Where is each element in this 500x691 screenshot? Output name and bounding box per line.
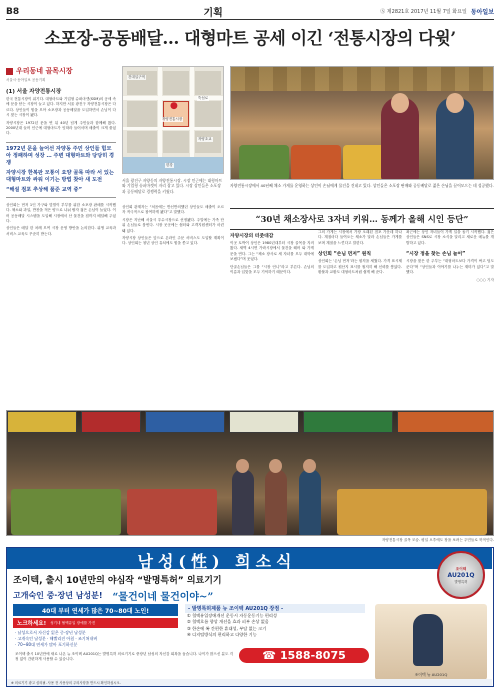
ad-footnote: ※ 의료기기 광고 심의필. 사용 전 사용상의 주의사항을 반드시 확인하십시오. bbox=[7, 679, 492, 686]
ad-badge-brand: 조이텍 bbox=[455, 566, 467, 571]
ad-knock-small: 성기내 혈액유입 장애를 가진 bbox=[50, 620, 96, 625]
series-tag-label: 우리동네 골목시장 bbox=[16, 67, 73, 75]
ad-target-box: 40대 부터 연세가 많은 70~80대 노인! bbox=[13, 604, 178, 616]
ad-features bbox=[185, 604, 365, 639]
list-item: ② 혈액흐름 향상 개선을 효과 피부 손상 없음 bbox=[187, 619, 269, 625]
pull-quote-line: 1972년 문을 늘어선 자양동 주민 상인들 힘모아 정패하며 성장 … 주변 대형마트와 당당히 경쟁 bbox=[6, 145, 115, 166]
pull-quote-line: 자양시장 한복판 모퉁이 요양 골목 따라 서 있는 대형마트와 싸워 이기는 방법 찾아 새 도전 bbox=[6, 169, 114, 183]
ad-subhead-a: 고개숙인 중·장년 남성분! bbox=[13, 591, 103, 600]
paragraph: 이곳 토박이 상인은 1980년대부터 시장 골목을 지켜 왔다. 새벽 4시면 가락시장에서 물건을 떼어 와 가게 문을 연다. 그는 “채소 장사로 세 자녀를 모두 대학에 보냈다”며 웃었다. bbox=[230, 241, 314, 262]
list-item: ④ 디지털방식의 편리하고 다양한 기능 bbox=[187, 632, 257, 638]
vendor-photo bbox=[230, 66, 494, 180]
paragraph: 시장을 찾은 한 주부는 “대형마트보다 가격이 싸고 덤도 준다”며 “상인들과 이야기를 나누는 재미가 있다”고 말했다. bbox=[406, 259, 494, 275]
paragraph: 단골손님들은 그를 “시장 언니”라고 부른다. 손님의 이름과 입맛을 모두 기억하기 때문이다. bbox=[230, 264, 314, 275]
market-location-map bbox=[122, 66, 224, 174]
article-column-1 bbox=[230, 228, 314, 275]
byline: ○○○ 기자 bbox=[476, 278, 494, 283]
middle-column bbox=[122, 203, 224, 247]
paragraph: 상인들은 매달 한 차례 모여 시장 운영 방안을 논의한다. 위생 교육과 서비스 교육도 꾸준히 받는다. bbox=[6, 226, 116, 236]
paragraph: 자양시장 상인들은 앞으로 온라인 주문 서비스도 도입할 계획이다. 상인회는 청년 상인 유치에도 힘을 쏟고 있다. bbox=[122, 236, 224, 246]
ad-features-head: - 발명특허제품 뉴 조이텍 AU201Q 장점 - bbox=[185, 604, 365, 613]
section-name: 기획 bbox=[203, 8, 223, 19]
list-item: · 고개숙인 남성분 · 해빨리진 아침 · 조기쳐내버 bbox=[15, 636, 98, 641]
list-item: ③ 한손에 쏙 간편한 휴대성, 부담 없는 크기 bbox=[187, 625, 267, 631]
map-label-market: 자양전통시장 bbox=[162, 117, 183, 121]
ad-subhead bbox=[13, 588, 213, 603]
article-column-2 bbox=[318, 228, 402, 275]
map-pin-icon: ● bbox=[170, 101, 178, 111]
ad-body-text: 조이텍 출시 10년만에 새로 나온 뉴 조이텍 AU201Q는 발명특허 의료기기로 중장년 남성의 자신감 회복을 돕습니다. 나이가 많으신 분도 걱정 없이 간편하게 사용할 수 있습니다. bbox=[15, 652, 234, 662]
list-item: ① 혈액유입장애개선 운동시 자동운동기능 편리성 bbox=[187, 613, 277, 618]
issue-info: Ⓢ 제2821호 2017년 11월 7일 화요일 bbox=[380, 9, 467, 15]
left-column bbox=[6, 66, 116, 237]
market-street-photo bbox=[6, 410, 494, 536]
ad-headline: 조이텍, 출시 10년만의 야심작 “발명특허” 의료기기 bbox=[13, 576, 222, 586]
advertisement bbox=[6, 547, 494, 687]
ad-phone-number: 1588-8075 bbox=[279, 649, 346, 662]
paragraph: 상인회 관계자는 “처음에는 반신반의했던 상인들도 매출이 오르자 적극적으로 참여하게 됐다”고 말했다. bbox=[122, 205, 224, 215]
ad-product-image bbox=[375, 604, 487, 680]
ad-knock-label: 노크하세요! bbox=[17, 621, 47, 627]
paragraph: 시장은 지난해 서울시 우수시장으로 선정됐다. 주말에는 가족 단위 손님들로 붐빈다. 시장 곳곳에는 쉼터와 고객지원센터가 마련돼 있다. bbox=[122, 217, 224, 233]
subhead: 자양시장의 터줏대감 bbox=[230, 234, 274, 239]
series-tag-sub: 서울시·동아일보 공동기획 bbox=[6, 78, 46, 82]
ad-product-label: 조이텍 뉴 AU201Q bbox=[414, 672, 448, 677]
ad-badge-model: AU201Q bbox=[447, 571, 475, 579]
square-icon bbox=[6, 68, 13, 75]
ad-title: 남성(性) 희소식 bbox=[137, 552, 297, 571]
map-label-river: 한강 bbox=[166, 163, 173, 167]
pull-quote bbox=[6, 142, 116, 198]
article-section-title: (1) 서울 자양전통시장 bbox=[6, 89, 62, 95]
page-number: B8 bbox=[6, 6, 20, 17]
article-column-3 bbox=[406, 228, 494, 283]
photo-caption: 자양전통시장에서 40년째 채소 가게를 운영하는 상인이 손님에게 물건을 건네고 있다. 상인들은 소포장 판매와 공동배달로 젊은 손님을 끌어모으는 데 성공했다. bbox=[230, 183, 494, 188]
page-header bbox=[6, 4, 494, 20]
ad-phone[interactable] bbox=[239, 648, 369, 663]
ad-target-list bbox=[15, 630, 177, 648]
headline: 소포장-공동배달… 대형마트 공세 이긴 ‘전통시장의 다윗’ bbox=[44, 29, 456, 49]
ad-knock-box bbox=[13, 618, 178, 628]
ad-badge-label: 발명특허 bbox=[454, 579, 468, 584]
ad-subhead-b: “물건이네 물건이야~” bbox=[112, 592, 214, 603]
map-caption: 서울 광진구 자양동의 자양전통시장. 시장 인근에는 대형마트와 기업형 슈퍼마켓이 자리 잡고 있다. 시장 상인들은 소포장과 공동배달로 경쟁력을 키웠다. bbox=[122, 178, 223, 194]
photo-caption: 자양전통시장 골목 모습. 평일 오후에도 장을 보려는 주민들로 북적인다. bbox=[381, 538, 494, 542]
sub-headline: “30년 채소장사로 3자녀 키워… 동께가 올해 시인 등단” bbox=[230, 208, 494, 230]
paragraph: 자양시장은 1972년 문을 연 뒤 40년 넘게 주민들과 함께해 왔다. 2000년대 들어 인근에 대형마트가 잇따라 들어서며 매출이 크게 줄었다. bbox=[6, 120, 116, 136]
list-item: · 70~80대 연세가 많아 포기하신분 bbox=[15, 642, 78, 647]
ad-badge bbox=[437, 551, 485, 599]
paragraph: 상인회는 ‘손님 먼저’라는 원칙을 세웠다. 가격 표시제를 도입하고 원산지 표시를 철저히 해 신뢰를 쌓았다. 환불과 교환도 대형마트처럼 쉽게 해 준다. bbox=[318, 259, 402, 275]
pull-quote-line: “해설 점포 추상해 품준 교역 중” bbox=[6, 186, 82, 193]
map-label-school: 자양초교 bbox=[198, 137, 212, 141]
paragraph: 그의 가게는 시장에서 가장 오래된 점포 가운데 하나다. 계절마다 들여오는 채소가 달라 손님들은 가게를 보며 계절을 느낀다고 말한다. bbox=[318, 230, 402, 245]
map-label-station: 건대입구역 bbox=[128, 75, 145, 79]
subhead: 상인회 “손님 먼저” 원칙 bbox=[318, 252, 372, 258]
paragraph: 최근에는 상인 자녀들이 가게 일을 돕기 시작했다. 젊은 상인들은 SNS로 시장 소식을 알리고 새로운 메뉴를 개발하고 있다. bbox=[406, 230, 494, 245]
paragraph: 한국 전통시장이 위기다. 대형마트와 기업형 슈퍼마켓(SSM)의 공세 속에 문을 닫는 시장이 늘고 있다. 하지만 서울 광진구 자양전통시장은 다르다. 상인들이 힘을 모아 소포장과 공동배달을 도입하면서 손님이 다시 찾는 시장이 됐다. bbox=[6, 97, 116, 118]
device-icon bbox=[413, 614, 443, 666]
subhead: “시장 정을 찾는 손님 늘어” bbox=[406, 252, 466, 258]
list-item: · 남성으로서 자신감 잃은 중·장년 남성분 bbox=[15, 630, 86, 635]
map-label-road: 뚝섬로 bbox=[198, 96, 209, 100]
phone-icon: ☎ bbox=[262, 649, 276, 662]
newspaper-name: 동아일보 bbox=[470, 9, 494, 16]
series-tag bbox=[6, 66, 116, 76]
paragraph: 상인회는 먼저 1인 가구와 맞벌이 부부를 위한 소포장 판매를 시작했다. 채소와 과일, 반찬을 적은 양으로 나눠 팔자 젊은 손님이 늘었다. 이어 공동배달 시스템을 도입해 시장에서 산 물건을 집까지 배달해 주었다. bbox=[6, 202, 116, 224]
